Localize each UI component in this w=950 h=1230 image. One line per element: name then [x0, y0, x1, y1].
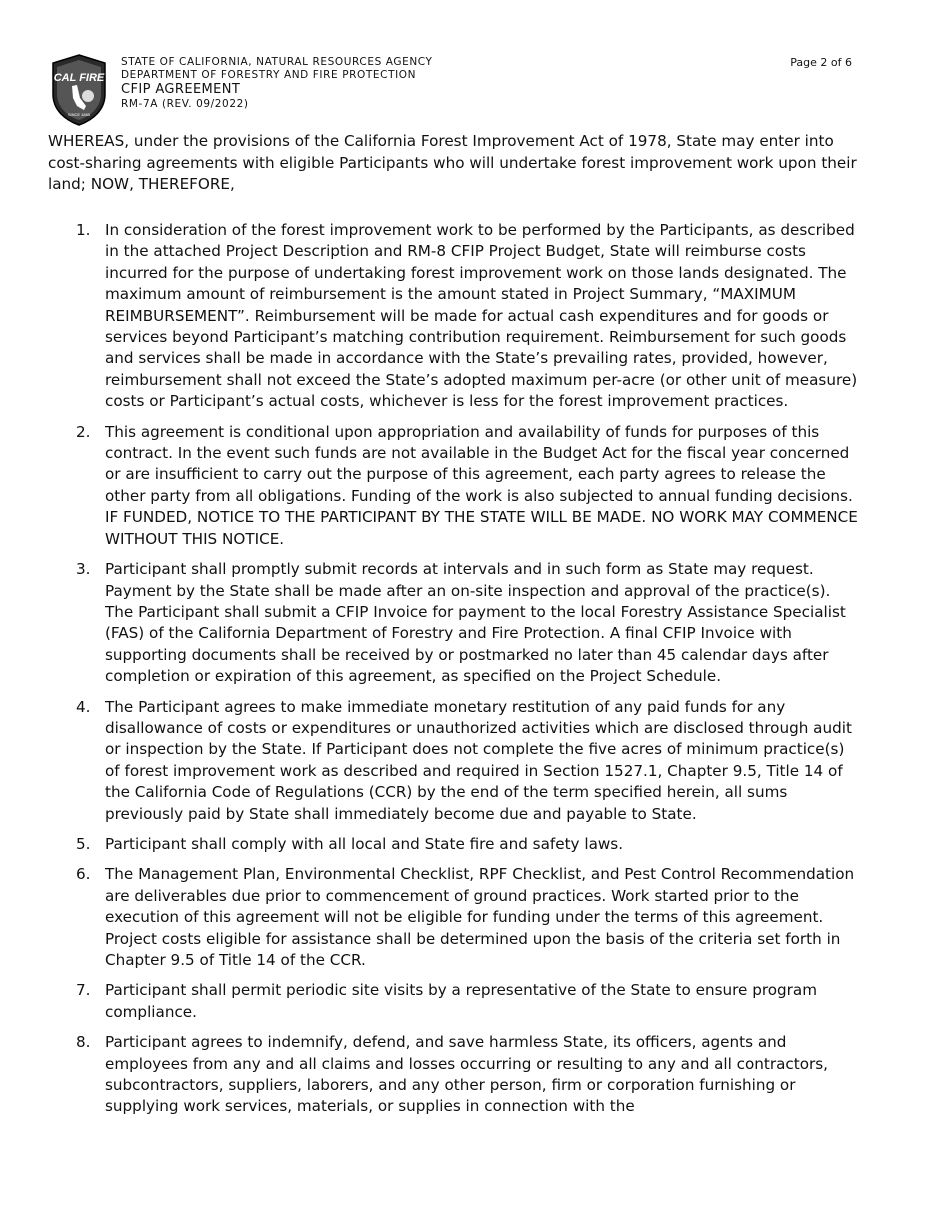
item-text: The Management Plan, Environmental Checklist, RPF Checklist, and Pest Control Recommendation are deliverables due prior to commencement of ground practices. Work started prior to the execution of this agreement will not be eligible for funding under the terms of this agreement. Project costs eligible for assistance shall be determined upon the basis of the criteria set forth in Chapter 9.5 of Title 14 of the CCR. [105, 865, 855, 969]
svg-text:CAL FIRE: CAL FIRE [53, 72, 105, 84]
intro-paragraph: WHEREAS, under the provisions of the California Forest Improvement Act of 1978, State may enter into cost-sharing agreements with eligible Participants who will undertake forest improvement work upon their land; NOW, THEREFORE, [48, 132, 857, 193]
page-number: Page 2 of 6 [790, 56, 852, 69]
item-number: 6. [76, 865, 91, 884]
item-text: Participant shall promptly submit records at intervals and in such form as State may request. Payment by the State shall be made after an on-site inspection and approval of the practice(s). The Participant shall submit a CFIP Invoice for payment to the local Forestry Assistance Specialist (FAS) of the California Department of Forestry and Fire Protection. A final CFIP Invoice with supporting documents shall be received by or postmarked no later than 45 calendar days after completion or expiration of this agreement, as specified on the Project Schedule. [105, 560, 846, 686]
agency-line-2: DEPARTMENT OF FORESTRY AND FIRE PROTECTION [121, 69, 417, 81]
list-item [48, 697, 863, 825]
item-number: 8. [76, 1033, 91, 1052]
item-number: 4. [76, 697, 91, 716]
item-text: Participant shall permit periodic site visits by a representative of the State to ensure program compliance. [105, 981, 818, 1021]
list-item [48, 559, 863, 687]
item-number: 3. [76, 560, 91, 579]
item-number: 1. [76, 221, 91, 239]
item-text: The Participant agrees to make immediate monetary restitution of any paid funds for any disallowance of costs or expenditures or unauthorized activities which are disclosed through audit or inspection by the State. If Participant does not complete the five acres of minimum practice(s) of forest improvement work as described and required in Section 1527.1, Chapter 9.5, Title 14 of the California Code of Regulations (CCR) by the end of the term specified herein, all sums previously paid by State shall immediately become due and payable to State. [105, 697, 852, 823]
list-item [48, 980, 863, 1023]
agency-block [121, 56, 433, 111]
item-number: 7. [76, 981, 91, 1000]
list-item [48, 422, 863, 550]
svg-text:SINCE 1885: SINCE 1885 [67, 112, 91, 117]
item-text: Participant shall comply with all local and State fire and safety laws. [105, 834, 624, 853]
item-number: 5. [76, 834, 91, 853]
list-item [48, 1032, 863, 1118]
item-text: Participant agrees to indemnify, defend, and save harmless State, its officers, agents and employees from any and all claims and losses occurring or resulting to any and all contractors, subcontractors, suppliers, laborers, and any other person, firm or corporation furnishing or supplying work services, materials, or supplies in connection with the [105, 1033, 828, 1116]
item-number: 2. [76, 422, 91, 441]
item-text: In consideration of the forest improvement work to be performed by the Participants, as described in the attached Project Description and RM-8 CFIP Project Budget, State will reimburse costs incurred for the purpose of undertaking forest improvement work on those lands designated. The maximum amount of reimbursement is the amount stated in Project Summary, “MAXIMUM REIMBURSEMENT”. Reimbursement will be made for actual cash expenditures and for goods or services beyond Participant’s matching contribution requirement. Reimbursement for such goods and services shall be made in accordance with the State’s prevailing rates, provided, however, reimbursement shall not exceed the State’s adopted maximum per-acre (or other unit of measure) costs or Participant’s actual costs, whichever is less for the forest improvement practices. [105, 221, 858, 411]
list-item [48, 864, 863, 971]
form-revision: RM-7A (REV. 09/2022) [121, 98, 249, 110]
terms-list [48, 220, 863, 1127]
list-item [48, 834, 863, 855]
document-header [50, 54, 860, 124]
list-item [48, 220, 863, 413]
item-text: This agreement is conditional upon appropriation and availability of funds for purposes of this contract. In the event such funds are not available in the Budget Act for the fiscal year concerned or are insufficient to carry out the purpose of this agreement, each party agrees to release the other party from all obligations. Funding of the work is also subjected to annual funding decisions. IF FUNDED, NOTICE TO THE PARTICIPANT BY THE STATE WILL BE MADE. NO WORK MAY COMMENCE WITHOUT THIS NOTICE. [105, 422, 858, 548]
agency-line-1: STATE OF CALIFORNIA, NATURAL RESOURCES AGENCY [121, 56, 433, 68]
form-title: CFIP AGREEMENT [121, 82, 241, 97]
cal-fire-logo [50, 54, 108, 126]
